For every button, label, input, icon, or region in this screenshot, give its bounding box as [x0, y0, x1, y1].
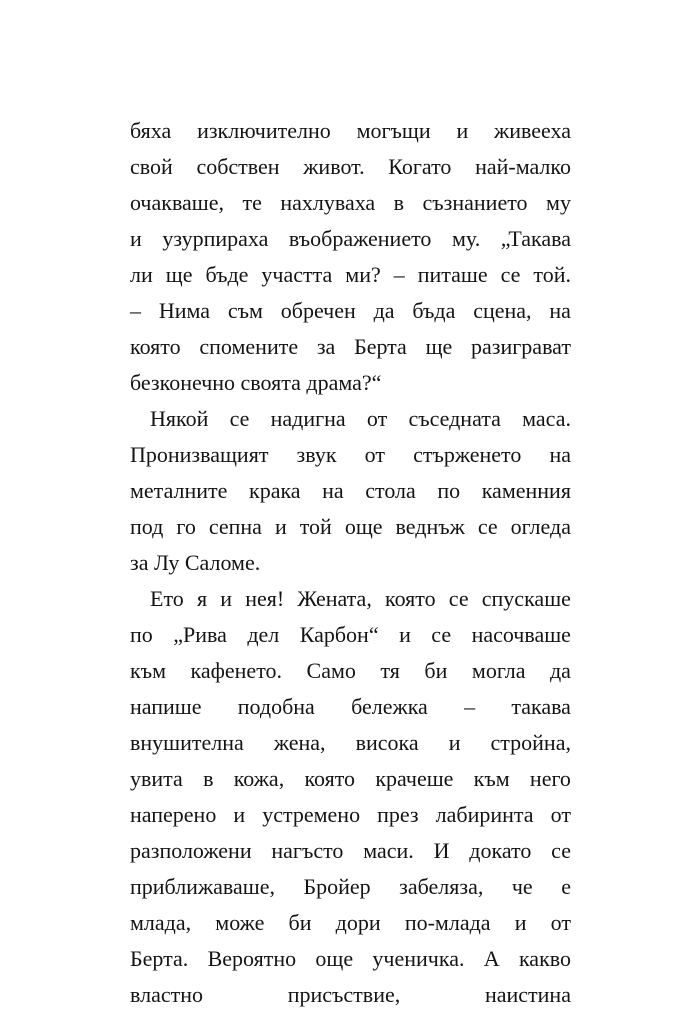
- word: и: [514, 910, 527, 935]
- word: надигна: [270, 406, 346, 431]
- text-line: [130, 797, 571, 833]
- word: веднъж: [395, 514, 465, 539]
- word: и: [399, 622, 411, 647]
- word: която: [304, 766, 356, 791]
- word: кожа,: [233, 766, 285, 791]
- word: приближаваше,: [130, 874, 275, 899]
- word: Нима: [158, 298, 211, 323]
- word: –: [464, 694, 476, 719]
- word: свой: [130, 154, 173, 179]
- word: още: [315, 946, 354, 971]
- word: съседната: [408, 406, 501, 431]
- word: „Рива: [173, 622, 227, 647]
- word: още: [344, 514, 383, 539]
- word: която: [130, 334, 181, 359]
- word: Пронизващият: [130, 442, 269, 467]
- word: очакваше,: [130, 190, 225, 215]
- page-text: [130, 113, 571, 1013]
- word: Берта.: [130, 946, 189, 971]
- word: Ето: [150, 586, 184, 611]
- word: живот.: [303, 154, 365, 179]
- word: съзнанието: [422, 190, 528, 215]
- word: на: [549, 298, 571, 323]
- word: под: [130, 514, 164, 539]
- word: от: [550, 802, 571, 827]
- word: докато: [469, 838, 532, 863]
- word: присъствие,: [287, 982, 401, 1007]
- text-line: [130, 293, 571, 329]
- word: внушителна: [130, 730, 244, 755]
- word: по: [437, 478, 461, 503]
- word: властно: [130, 982, 203, 1007]
- word: такава: [511, 694, 571, 719]
- text-line: [130, 689, 571, 725]
- word: дори: [335, 910, 381, 935]
- word: –: [130, 298, 141, 323]
- word: бъде: [205, 262, 249, 287]
- word: каменния: [481, 478, 571, 503]
- word: в: [203, 766, 214, 791]
- text-line: [130, 185, 571, 221]
- word: огледа: [510, 514, 571, 539]
- text-line: [130, 437, 571, 473]
- word: въображението: [288, 226, 432, 251]
- word: Вероятно: [207, 946, 297, 971]
- word: се: [551, 838, 571, 863]
- word: участта: [261, 262, 333, 287]
- word: стърженето: [413, 442, 522, 467]
- word: насочваше: [471, 622, 571, 647]
- word: Карбон“: [299, 622, 379, 647]
- word: сепна: [208, 514, 262, 539]
- text-line: [130, 509, 571, 545]
- word: крачеше: [375, 766, 454, 791]
- word: спускаше: [481, 586, 571, 611]
- word: в: [393, 190, 405, 215]
- word: напише: [130, 694, 202, 719]
- word: би: [288, 910, 312, 935]
- word: която: [385, 586, 436, 611]
- word: е: [561, 874, 571, 899]
- text-line: [130, 725, 571, 761]
- word: нагъсто: [271, 838, 344, 863]
- word: наперено: [130, 802, 217, 827]
- word: на: [549, 442, 571, 467]
- word: спомените: [199, 334, 299, 359]
- word: узурпираха: [162, 226, 269, 251]
- text-line: [130, 221, 571, 257]
- word: какво: [518, 946, 571, 971]
- word: сцена,: [473, 298, 532, 323]
- word: Някой: [150, 406, 209, 431]
- word: се: [448, 586, 469, 611]
- word: могла: [471, 658, 526, 683]
- word: разиграват: [471, 334, 571, 359]
- word: ли: [130, 262, 153, 287]
- word: се: [431, 622, 452, 647]
- word: и: [130, 226, 142, 251]
- text-line: [130, 149, 571, 185]
- word: се: [500, 262, 521, 287]
- word: тя: [380, 658, 400, 683]
- word: изключително: [197, 118, 331, 143]
- word: забеляза,: [399, 874, 484, 899]
- text-line: [130, 329, 571, 365]
- text-line: [130, 257, 571, 293]
- text-line: [130, 869, 571, 905]
- text-line: [130, 581, 571, 617]
- word: маси.: [363, 838, 414, 863]
- word: да: [373, 298, 395, 323]
- word: маса.: [522, 406, 571, 431]
- word: и: [274, 514, 287, 539]
- word: съм: [227, 298, 263, 323]
- word: към: [473, 766, 510, 791]
- text-line: [130, 761, 571, 797]
- word: питаше: [417, 262, 488, 287]
- word: кафенето.: [190, 658, 283, 683]
- word: би: [424, 658, 448, 683]
- word: от: [366, 406, 388, 431]
- word: висока: [355, 730, 419, 755]
- word: ще: [165, 262, 193, 287]
- word: и: [456, 118, 469, 143]
- text-line: [130, 401, 571, 437]
- word: го: [176, 514, 196, 539]
- word: –: [393, 262, 405, 287]
- word: той: [299, 514, 332, 539]
- word: ще: [425, 334, 453, 359]
- word: крака: [249, 478, 301, 503]
- word: нея!: [245, 586, 285, 611]
- word: лабиринта: [435, 802, 534, 827]
- text-line: [130, 905, 571, 941]
- word: звук: [296, 442, 337, 467]
- word: „Такава: [500, 226, 571, 251]
- word: А: [483, 946, 500, 971]
- text-line: [130, 545, 571, 581]
- text-line: [130, 833, 571, 869]
- word: към: [130, 658, 166, 683]
- word: Когато: [388, 154, 452, 179]
- word: Жената,: [297, 586, 372, 611]
- word: през: [377, 802, 419, 827]
- word: жена,: [273, 730, 326, 755]
- word: млада,: [130, 910, 192, 935]
- word: подобна: [237, 694, 315, 719]
- text-line-content: безконечно своята драма?“: [130, 370, 382, 395]
- text-line-content: за Лу Саломе.: [130, 550, 261, 575]
- text-line: [130, 473, 571, 509]
- word: по: [130, 622, 153, 647]
- word: живееха: [494, 118, 571, 143]
- word: ми?: [345, 262, 381, 287]
- word: му.: [451, 226, 481, 251]
- word: може: [215, 910, 265, 935]
- word: стола: [365, 478, 416, 503]
- word: собствен: [196, 154, 280, 179]
- word: стройна,: [490, 730, 571, 755]
- word: разположени: [130, 838, 252, 863]
- word: за: [316, 334, 336, 359]
- word: се: [477, 514, 498, 539]
- word: И: [433, 838, 450, 863]
- word: нахлуваха: [280, 190, 376, 215]
- word: могъщи: [356, 118, 431, 143]
- text-line: [130, 977, 571, 1013]
- word: му: [546, 190, 571, 215]
- word: бъда: [412, 298, 456, 323]
- word: увита: [130, 766, 183, 791]
- word: той.: [533, 262, 571, 287]
- text-line: [130, 941, 571, 977]
- word: металните: [130, 478, 228, 503]
- word: устремено: [262, 802, 361, 827]
- word: от: [550, 910, 571, 935]
- text-line: [130, 365, 571, 401]
- word: и: [220, 586, 233, 611]
- text-line: [130, 617, 571, 653]
- word: бяха: [130, 118, 172, 143]
- text-line: [130, 113, 571, 149]
- word: се: [229, 406, 250, 431]
- word: ученичка.: [372, 946, 465, 971]
- word: Бройер: [303, 874, 371, 899]
- word: Берта: [354, 334, 407, 359]
- word: я: [196, 586, 208, 611]
- word: най-малко: [475, 154, 571, 179]
- word: че: [511, 874, 533, 899]
- word: на: [322, 478, 344, 503]
- word: те: [242, 190, 262, 215]
- word: Само: [306, 658, 356, 683]
- word: бележка: [351, 694, 428, 719]
- word: обречен: [280, 298, 356, 323]
- word: наистина: [484, 982, 571, 1007]
- word: от: [364, 442, 385, 467]
- word: по-млада: [404, 910, 491, 935]
- word: него: [529, 766, 571, 791]
- text-line: [130, 653, 571, 689]
- word: и: [448, 730, 461, 755]
- word: и: [233, 802, 246, 827]
- word: дел: [247, 622, 280, 647]
- word: да: [549, 658, 571, 683]
